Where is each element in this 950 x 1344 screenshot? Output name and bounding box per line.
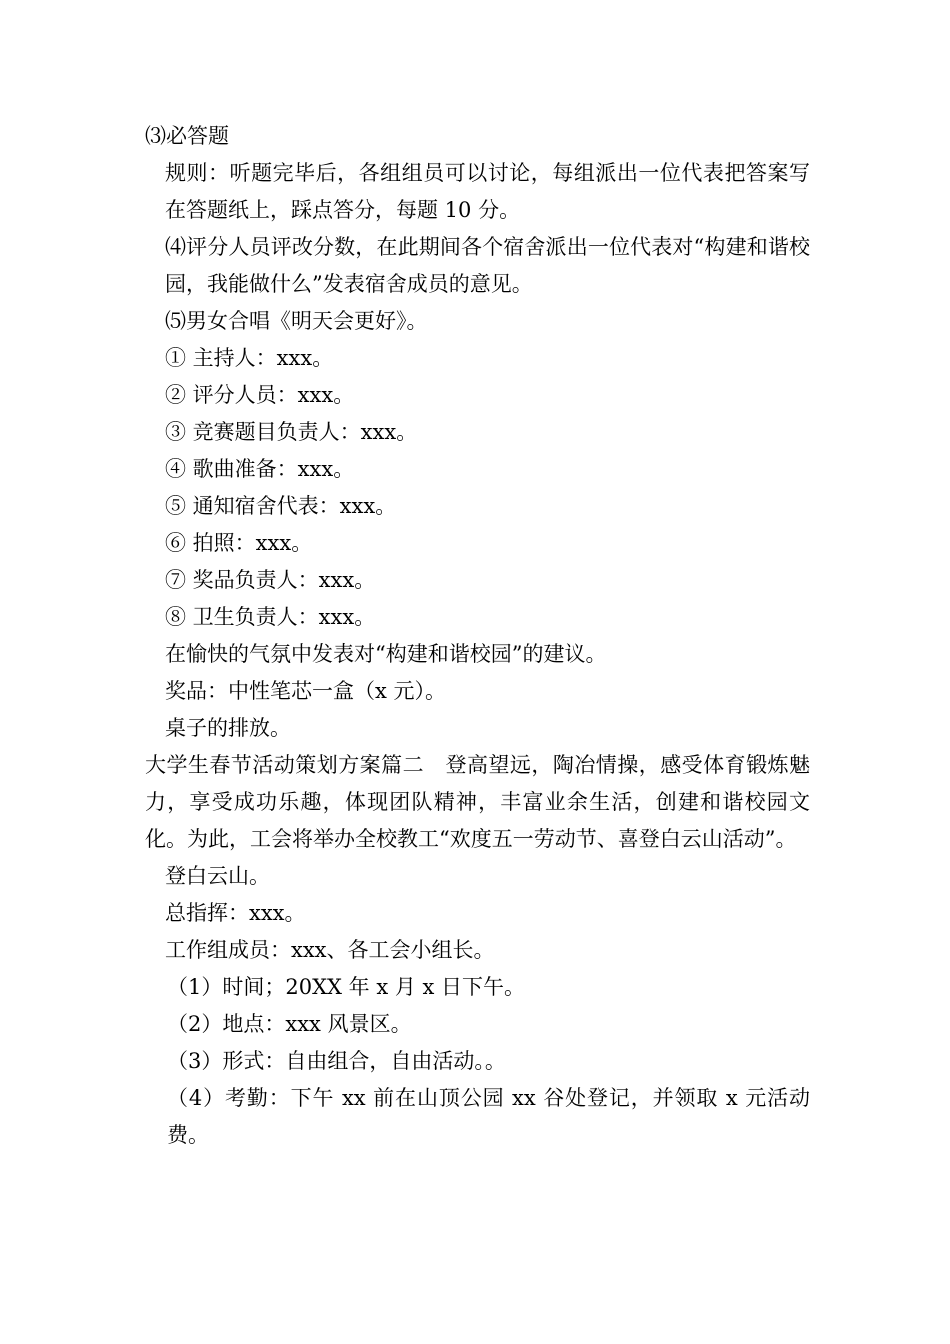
list-item-judges: ② 评分人员：xxx。 (165, 383, 355, 407)
list-item-location: （2）地点：xxx 风景区。 (167, 1012, 412, 1036)
list-item-host: ① 主持人：xxx。 (165, 346, 334, 370)
list-item-format: （3）形式：自由组合，自由活动。。 (167, 1049, 506, 1073)
paragraph-suggestions: 在愉快的气氛中发表对“构建和谐校园”的建议。 (165, 642, 607, 666)
paragraph-tables: 桌子的排放。 (165, 716, 291, 740)
paragraph-prizes: 奖品：中性笔芯一盒（x 元）。 (165, 679, 447, 703)
list-item-hygiene-lead: ⑧ 卫生负责人：xxx。 (165, 605, 376, 629)
section-heading-required-questions: ⑶必答题 (145, 124, 229, 148)
list-item-photography: ⑥ 拍照：xxx。 (165, 531, 313, 555)
paragraph-work-group: 工作组成员：xxx、各工会小组长。 (165, 938, 495, 962)
paragraph-rules: 规则：听题完毕后，各组组员可以讨论，每组派出一位代表把答案写在答题纸上，踩点答分，每题 10 分。 (165, 161, 810, 222)
list-item-time: （1）时间；20XX 年 x 月 x 日下午。 (167, 975, 526, 999)
paragraph-chorus: ⑸男女合唱《明天会更好》。 (165, 309, 428, 333)
paragraph-climb: 登白云山。 (165, 864, 270, 888)
paragraph-scoring: ⑷评分人员评改分数，在此期间各个宿舍派出一位代表对“构建和谐校园，我能做什么”发表宿舍成员的意见。 (165, 235, 810, 296)
document-page (145, 118, 810, 1154)
list-item-songs: ④ 歌曲准备：xxx。 (165, 457, 355, 481)
list-item-quiz-lead: ③ 竞赛题目负责人：xxx。 (165, 420, 418, 444)
list-item-prizes-lead: ⑦ 奖品负责人：xxx。 (165, 568, 376, 592)
paragraph-commander: 总指挥：xxx。 (165, 901, 306, 925)
paragraph-part-two-intro: 大学生春节活动策划方案篇二 登高望远，陶冶情操，感受体育锻炼魅力，享受成功乐趣，体现团队精神，丰富业余生活，创建和谐校园文化。为此，工会将举办全校教工“欢度五一劳动节、喜登白云山活动”。 (145, 753, 810, 851)
list-item-notify-dorm: ⑤ 通知宿舍代表：xxx。 (165, 494, 397, 518)
list-item-attendance: （4）考勤：下午 xx 前在山顶公园 xx 谷处登记，并领取 x 元活动费。 (167, 1086, 810, 1147)
